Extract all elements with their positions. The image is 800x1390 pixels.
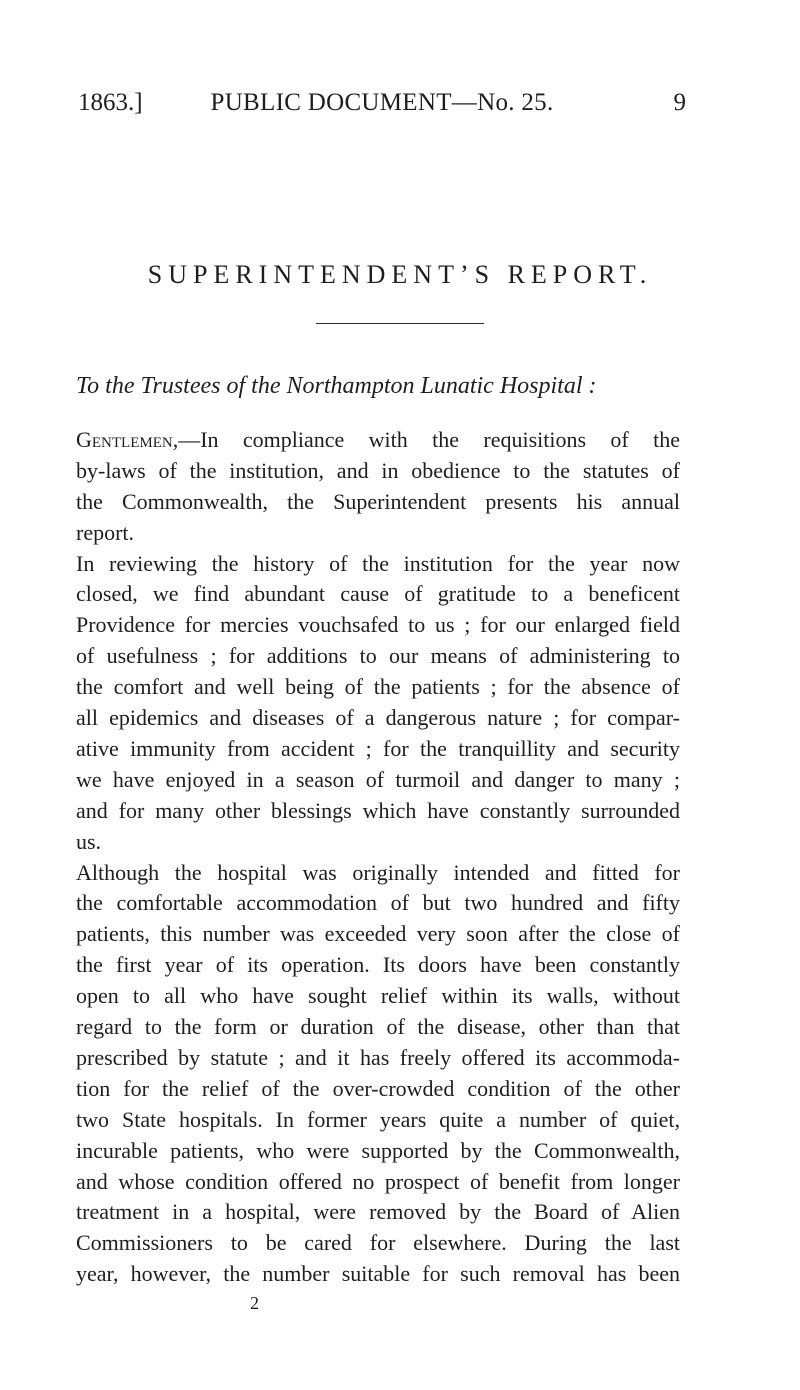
paragraph-3 (76, 858, 680, 1290)
text-line: In reviewing the history of the institution for the year now (76, 550, 680, 576)
title-divider (316, 323, 484, 324)
text-line: Providence for mercies vouchsafed to us ; for our enlarged field (76, 612, 680, 638)
text-line: we have enjoyed in a season of turmoil and danger to many ; (76, 766, 680, 792)
text-line: of usefulness ; for additions to our means of administering to (76, 643, 680, 669)
text-line: all epidemics and diseases of a dangerous nature ; for compar- (76, 705, 680, 731)
text-line: by-laws of the institution, and in obedience to the statutes of (76, 457, 680, 483)
text-line: the comfort and well being of the patients ; for the absence of (76, 674, 680, 700)
text-line: two State hospitals. In former years quite a number of quiet, (76, 1106, 680, 1132)
text-line: patients, this number was exceeded very soon after the close of (76, 921, 680, 947)
text-line: the Commonwealth, the Superintendent presents his annual (76, 488, 680, 514)
text-line: tion for the relief of the over-crowded condition of the other (76, 1075, 680, 1101)
text-line: open to all who have sought relief within its walls, without (76, 983, 680, 1009)
text-line: incurable patients, who were supported by the Commonwealth, (76, 1137, 680, 1163)
text-line: and for many other blessings which have constantly surrounded (76, 797, 680, 823)
text-line: Although the hospital was originally intended and fitted for (76, 859, 680, 885)
running-header (78, 86, 686, 120)
text-line: prescribed by statute ; and it has freely offered its accommoda- (76, 1044, 680, 1070)
text-line: and whose condition offered no prospect of benefit from longer (76, 1168, 680, 1194)
paragraph-2 (76, 549, 680, 858)
text-line: treatment in a hospital, were removed by the Board of Alien (76, 1199, 680, 1225)
text-line: year, however, the number suitable for such removal has been (76, 1261, 680, 1287)
text-line: the first year of its operation. Its doors have been constantly (76, 952, 680, 978)
text-line: us. (76, 828, 102, 854)
salutation: To the Trustees of the Northampton Lunatic Hospital : (76, 373, 597, 399)
paragraph-1 (76, 425, 680, 549)
page-number: 9 (673, 89, 686, 116)
signature-mark: 2 (250, 1293, 259, 1313)
opening-word: Gentlemen, (76, 427, 179, 452)
report-title: SUPERINTENDENT’S REPORT. (147, 260, 653, 289)
text-line (76, 425, 680, 456)
text-line: ative immunity from accident ; for the tranquillity and security (76, 735, 680, 761)
text-line: regard to the form or duration of the disease, other than that (76, 1014, 680, 1040)
line-text: —In compliance with the requisitions of the (178, 427, 680, 452)
header-title: PUBLIC DOCUMENT—No. 25. (210, 89, 554, 116)
text-line: closed, we find abundant cause of gratitude to a beneficent (76, 581, 680, 607)
text-line: Commissioners to be cared for elsewhere. During the last (76, 1230, 680, 1256)
text-line: report. (76, 519, 135, 545)
text-line: the comfortable accommodation of but two hundred and fifty (76, 890, 680, 916)
header-year: 1863.] (78, 89, 143, 116)
